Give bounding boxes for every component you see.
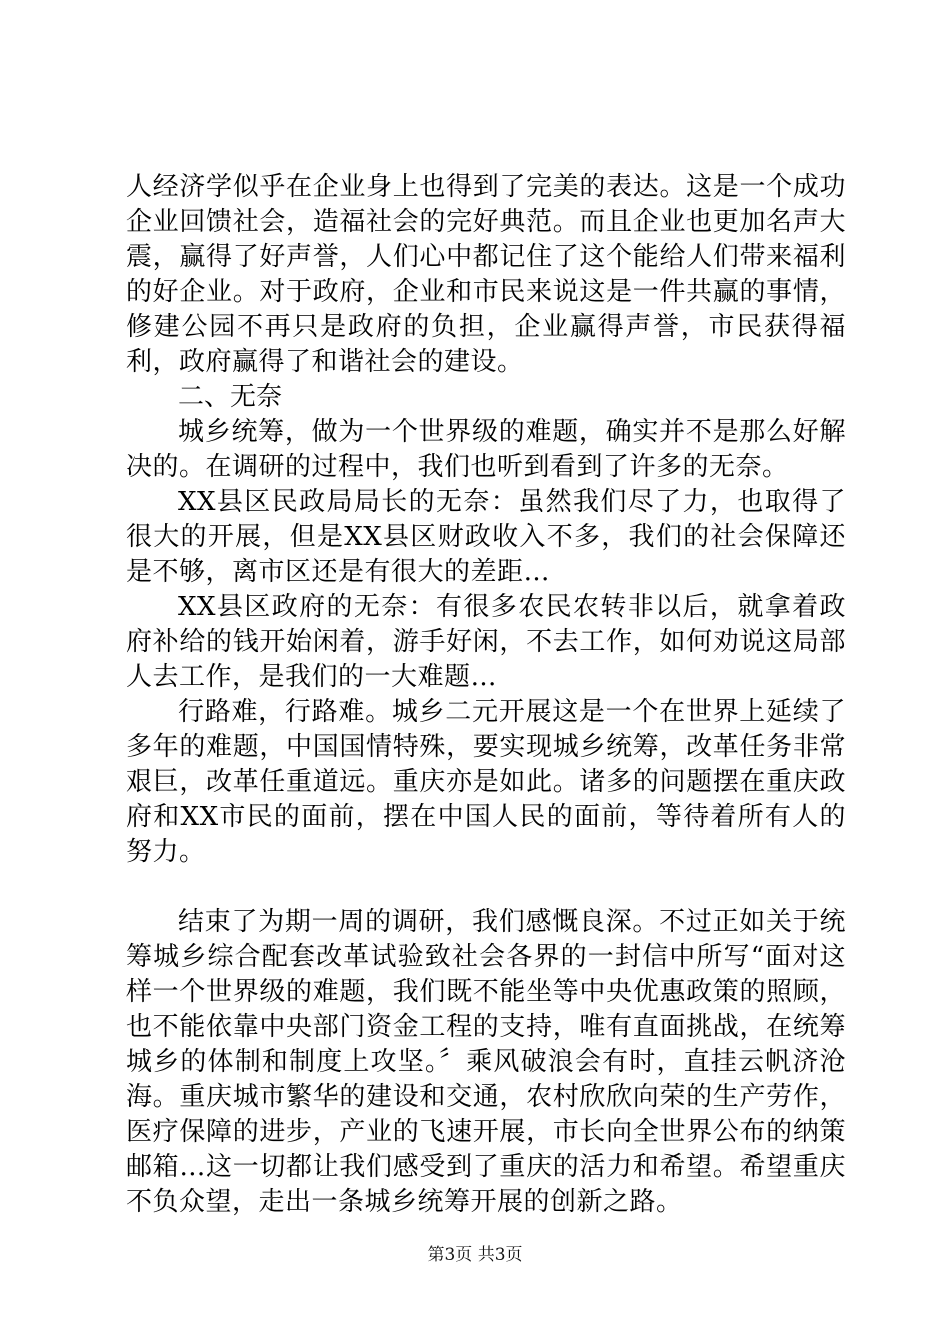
section-heading: 二、无奈 [178, 382, 283, 412]
document-body [126, 170, 846, 1220]
paragraph: 城乡统筹，做为一个世界级的难题，确实并不是那么好解决的。在调研的过程中，我们也听到看到了许多的无奈。 [126, 417, 846, 482]
paragraph-continued: 人经济学似乎在企业身上也得到了完美的表达。这是一个成功企业回馈社会，造福社会的完好典范。而且企业也更加名声大震，赢得了好声誉，人们心中都记住了这个能给人们带来福利的好企业。对于政府，企业和市民来说这是一件共赢的事情，修建公园不再只是政府的负担，企业赢得声誉，市民获得福利，政府赢得了和谐社会的建设。 [126, 172, 846, 377]
paragraph-conclusion: 结束了为期一周的调研，我们感慨良深。不过正如关于统筹城乡综合配套改革试验致社会各界的一封信中所写“面对这样一个世界级的难题，我们既不能坐等中央优惠政策的照顾，也不能依靠中央部门资金工程的支持，唯有直面挑战，在统筹城乡的体制和制度上攻坚。〞乘风破浪会有时，直挂云帆济沧海。重庆城市繁华的建设和交通，农村欣欣向荣的生产劳作，医疗保障的进步，产业的飞速开展，市长向全世界公布的纳策邮箱…这一切都让我们感受到了重庆的活力和希望。希望重庆不负众望，走出一条城乡统筹开展的创新之路。 [126, 907, 846, 1217]
paragraph: XX县区民政局局长的无奈：虽然我们尽了力，也取得了很大的开展，但是XX县区财政收入不多，我们的社会保障还是不够，离市区还是有很大的差距… [126, 487, 846, 587]
paragraph: 行路难，行路难。城乡二元开展这是一个在世界上延续了多年的难题，中国国情特殊，要实现城乡统筹，改革任务非常艰巨，改革任重道远。重庆亦是如此。诸多的问题摆在重庆政府和XX市民的面前，摆在中国人民的面前，等待着所有人的努力。 [126, 697, 846, 867]
paragraph: XX县区政府的无奈：有很多农民农转非以后，就拿着政府补给的钱开始闲着，游手好闲，不去工作，如何劝说这局部人去工作，是我们的一大难题… [126, 592, 846, 692]
page-number-footer: 第3页 共3页 [427, 1245, 523, 1265]
paragraph-spacer [126, 870, 846, 905]
